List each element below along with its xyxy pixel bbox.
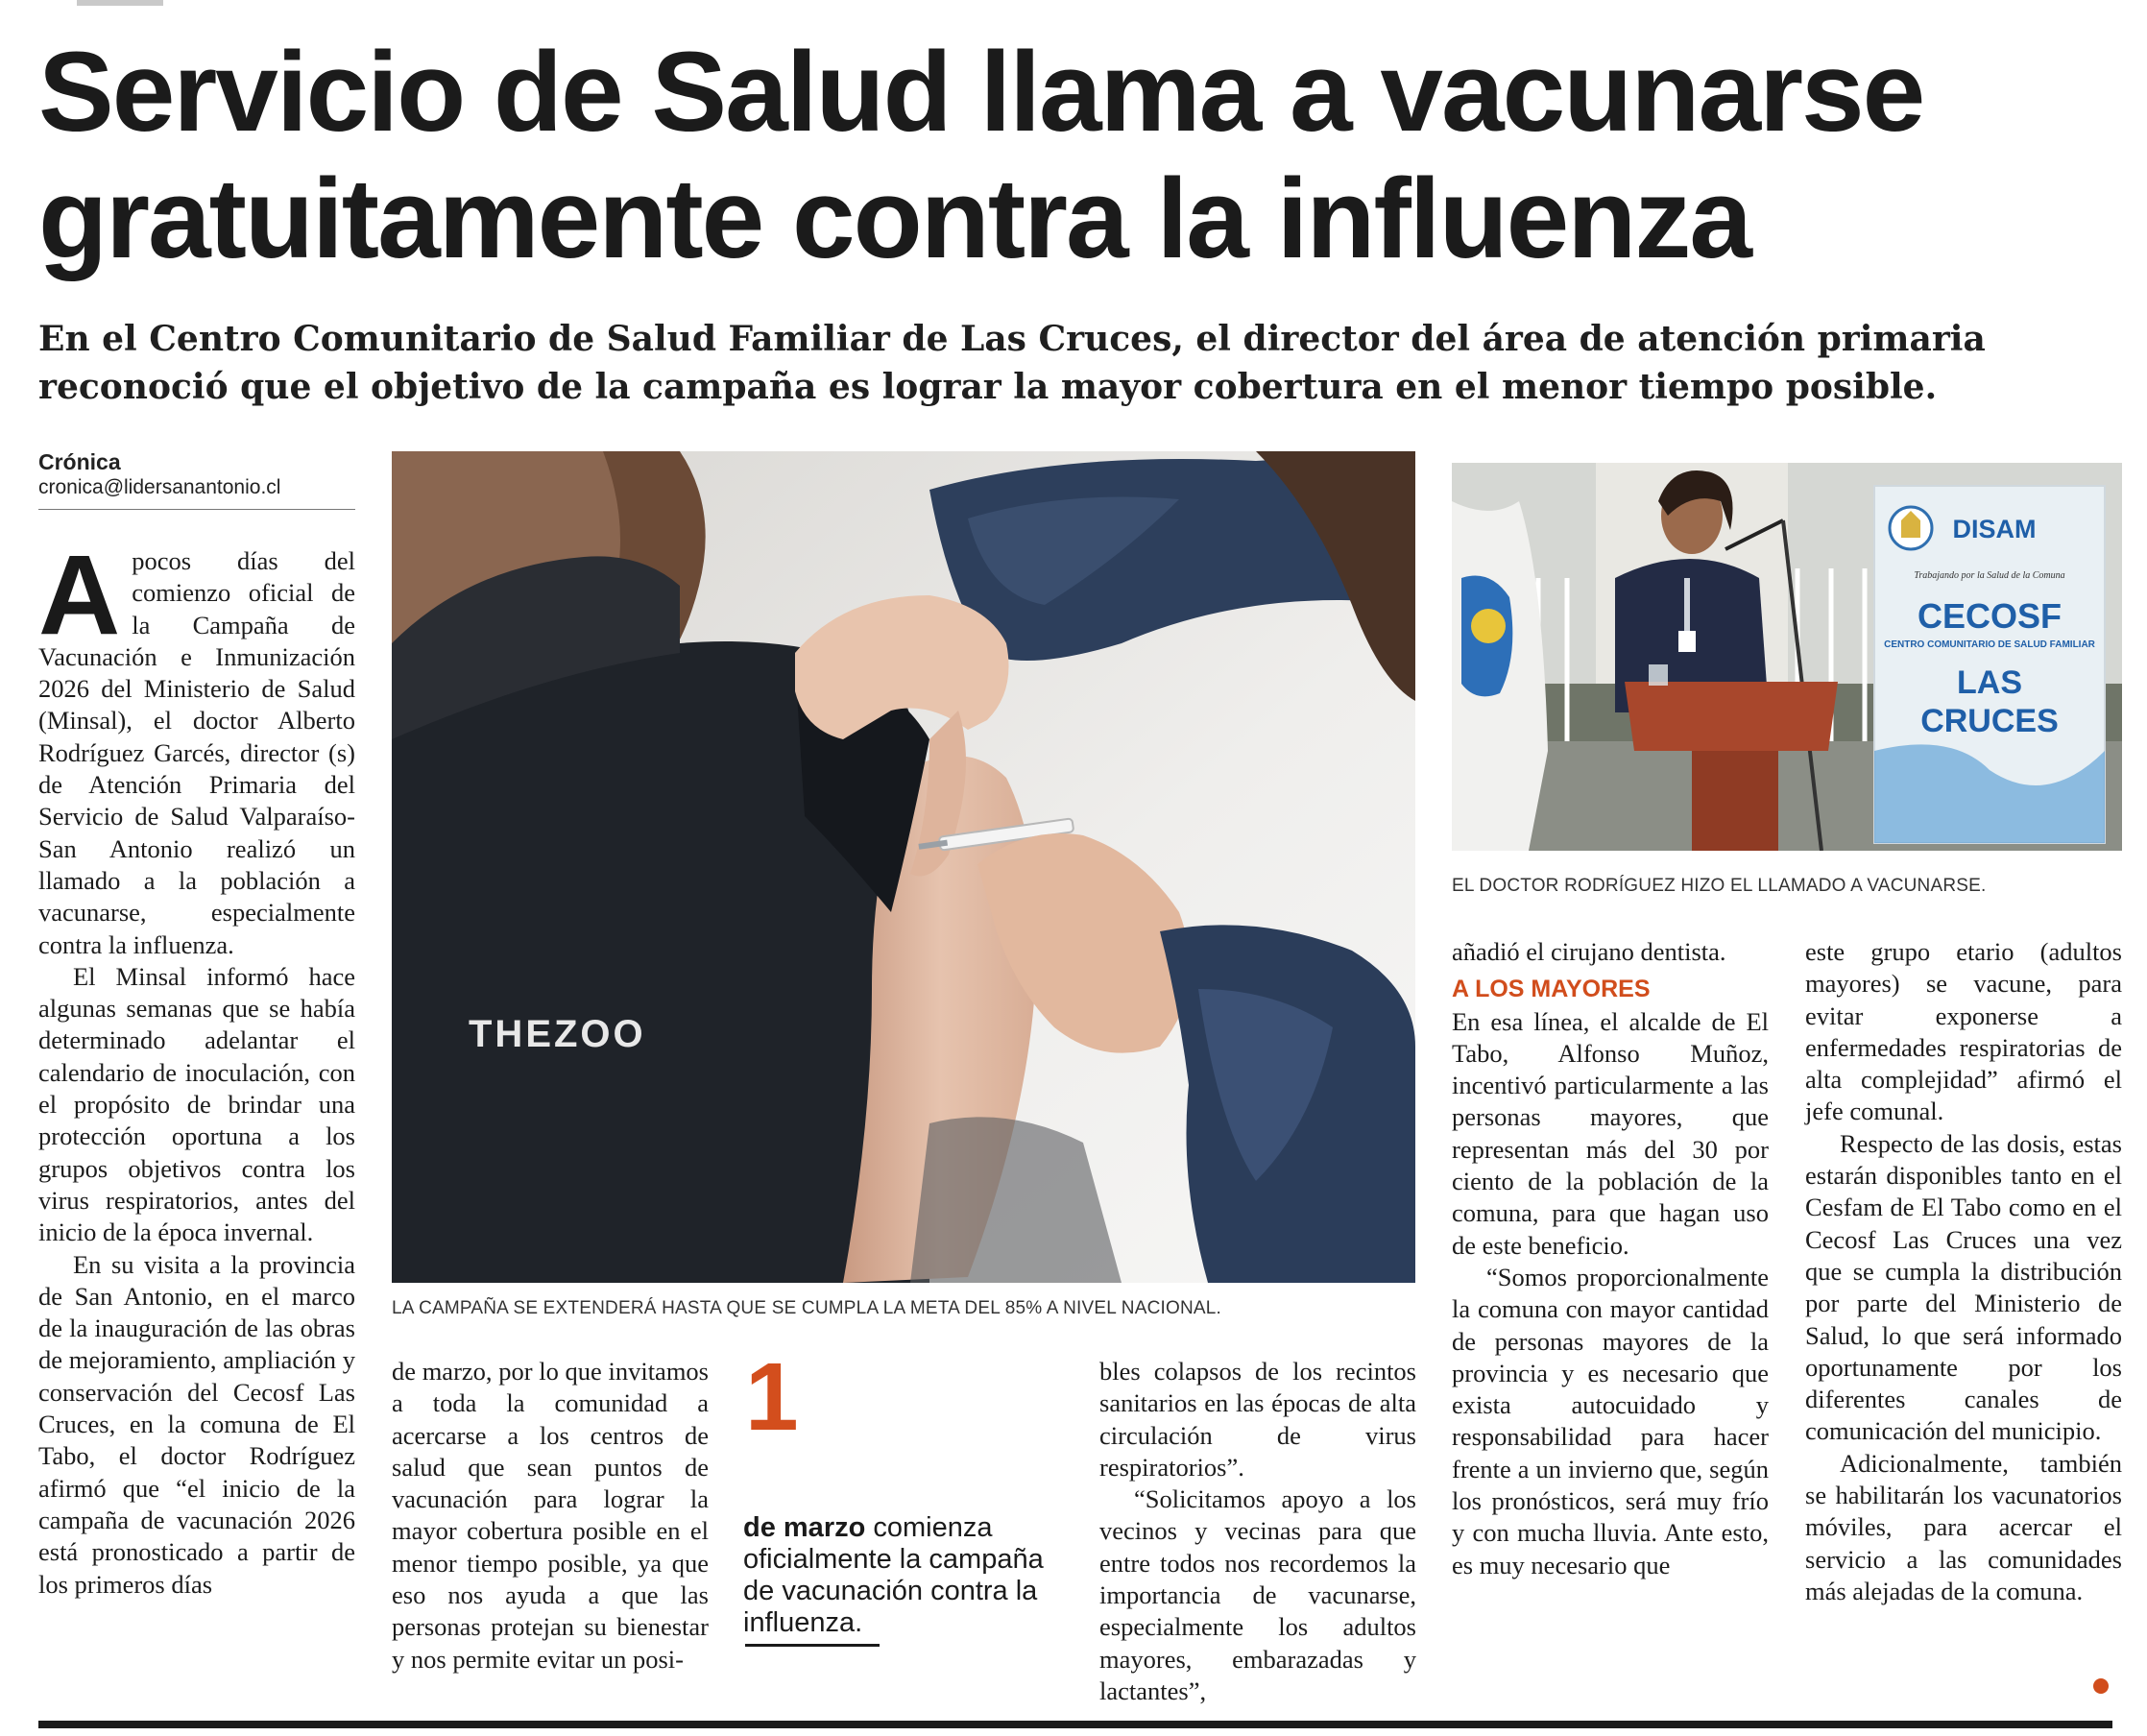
highlight-text: [743, 1512, 1060, 1639]
col5-paragraph-1: este grupo etario (adultos mayores) se vacune, para evitar exponerse a enfermedades respiratorias de alta complejidad” afirmó el jefe comunal.: [1805, 937, 2122, 1126]
byline-section: Crónica: [38, 449, 121, 474]
article-column-4: [1452, 936, 1769, 1581]
doctor-photo: [1452, 463, 2122, 851]
col4-paragraph-2: En esa línea, el alcalde de El Tabo, Alfonso Muñoz, incentivó particularmente a las personas mayores, que representan más del 30 por ciento de la población de la comuna, para que hagan uso de este beneficio.: [1452, 1006, 1769, 1260]
highlight-rule: [745, 1644, 880, 1647]
highlight-number: 1: [745, 1343, 799, 1451]
bottom-divider: [38, 1721, 2112, 1728]
end-of-article-icon: [2093, 1678, 2109, 1694]
banner-place-line-1: LAS: [1957, 664, 2022, 701]
paragraph-1-text: pocos días del comienzo oficial de la Campaña de Vacunación e Inmunización 2026 del Ministerio de Salud (Minsal), el doctor Alberto Rodríguez Garcés, director (s) de Atención Primaria del Servicio de Salud Valparaíso-San Antonio realizó un llamado a la población a vacunarse, especialmente contra la influenza.: [38, 546, 355, 959]
col5-paragraph-3: Adicionalmente, también se habilitarán los vacunatorios móviles, para acercar el servicio a las comunidades más alejadas de la comuna.: [1805, 1448, 2122, 1605]
banner-org-text: DISAM: [1952, 515, 2037, 543]
col4-paragraph-3: “Somos proporcionalmente la comuna con mayor cantidad de personas mayores de la provincia y es necesario que exista autocuidado y responsabilidad para hacer frente a un invierno que, según los pronósticos, será muy frío y con mucha lluvia. Ante esto, es muy necesario que: [1452, 1262, 1769, 1579]
byline-email[interactable]: cronica@lidersanantonio.cl: [38, 476, 281, 498]
banner-slogan-text: Trabajando por la Salud de la Comuna: [1914, 570, 2065, 581]
doctor-photo-caption: EL DOCTOR RODRÍGUEZ HIZO EL LLAMADO A VACUNARSE.: [1452, 876, 1987, 896]
section-heading: A LOS MAYORES: [1452, 976, 1651, 1003]
paragraph-2: El Minsal informó hace algunas semanas que se había determinado adelantar el calendario de inoculación, con el propósito de brindar una protección oportuna a los grupos objetivos contra los virus respiratorios, antes del inicio de la época invernal.: [38, 961, 355, 1247]
doctor-photo-illustration: [1452, 463, 2122, 851]
banner-subtitle-text: CENTRO COMUNITARIO DE SALUD FAMILIAR: [1884, 639, 2095, 650]
highlight-bold: de marzo: [743, 1512, 866, 1543]
byline-divider: [38, 509, 355, 510]
col3-paragraph-2: “Solicitamos apoyo a los vecinos y vecinas para que entre todos nos recordemos la importancia de vacunarse, especialmente los adultos mayores, embarazadas y lactantes”,: [1099, 1484, 1416, 1705]
vaccination-photo-caption: LA CAMPAÑA SE EXTENDERÁ HASTA QUE SE CUMPLA LA META DEL 85% A NIVEL NACIONAL.: [392, 1298, 1222, 1318]
col5-paragraph-2: Respecto de las dosis, estas estarán disponibles tanto en el Cesfam de El Tabo como en el Cecosf Las Cruces una vez que se cumpla la distribución por parte del Ministerio de Salud, lo que será informado oportunamente por los diferentes canales de comunicación del municipio.: [1805, 1128, 2122, 1446]
col3-paragraph-1: bles colapsos de los recintos sanitarios en las épocas de alta circulación de virus respiratorios”.: [1099, 1357, 1416, 1482]
shirt-text: THEZOO: [469, 1013, 646, 1055]
banner-title-text: CECOSF: [1917, 596, 2063, 636]
article-column-1: [38, 532, 355, 1601]
article-column-5: [1805, 936, 2122, 1607]
vaccination-photo-illustration: [392, 451, 1415, 1283]
article-column-2: [392, 1356, 709, 1676]
article-column-3: [1099, 1356, 1416, 1707]
paragraph-1: [38, 532, 355, 961]
col4-paragraph-1: añadió el cirujano dentista.: [1452, 937, 1726, 966]
vaccination-photo: [392, 451, 1415, 1283]
banner-place-line-2: CRUCES: [1920, 703, 2059, 739]
headline: Servicio de Salud llama a vacunarse gratuitamente contra la influenza: [38, 29, 1924, 282]
highlight-rest: comienza oficialmente la campaña de vacunación contra la influenza.: [743, 1512, 1044, 1638]
subheadline: En el Centro Comunitario de Salud Familiar de Las Cruces, el director del área de atención primaria reconoció que el objetivo de la campaña es lograr la mayor cobertura en el menor tiempo posible.: [38, 319, 1986, 407]
paragraph-3: En su visita a la provincia de San Antonio, en el marco de la inauguración de las obras de mejoramiento, ampliación y conservación del Cecosf Las Cruces, en la comuna de El Tabo, el doctor Rodríguez afirmó que “el inicio de la campaña de vacunación 2026 está pronosticado a partir de los primeros días: [38, 1249, 355, 1599]
drop-cap: A: [38, 532, 121, 659]
col2-paragraph: de marzo, por lo que invitamos a toda la comunidad a acercarse a los centros de salud que sean puntos de vacunación para lograr la mayor cobertura posible en el menor tiempo posible, ya que eso nos ayuda a que las personas protejan su bienestar y nos permite evitar un posi-: [392, 1357, 709, 1674]
top-edge-bar: [77, 0, 163, 6]
